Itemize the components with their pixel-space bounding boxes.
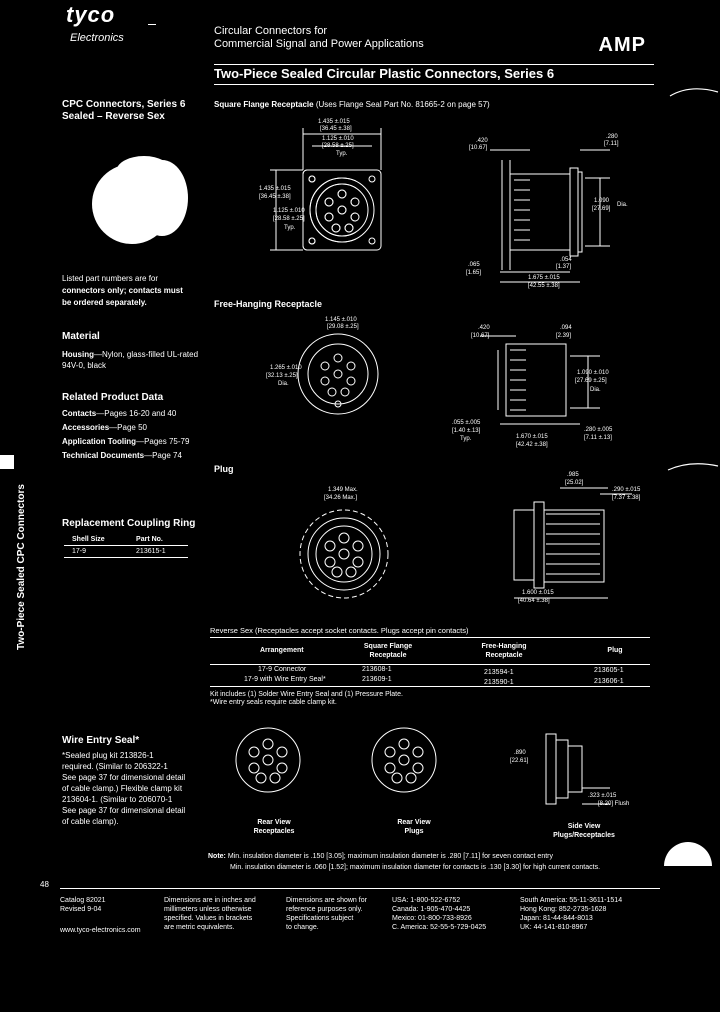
seal-heading: Wire Entry Seal* xyxy=(62,735,140,746)
sidebar-heading-1: CPC Connectors, Series 6 xyxy=(62,99,186,110)
related-heading: Related Product Data xyxy=(62,392,164,403)
edge-half-circle-icon xyxy=(656,820,720,880)
footer-ref-1: Dimensions are shown for xyxy=(286,897,367,904)
dim-w890-mm: [22.61] xyxy=(510,758,529,764)
parts-col-free: Free-Hanging Receptacle xyxy=(481,643,527,659)
dim-s280: .280 xyxy=(606,134,618,140)
housing-label: Housing xyxy=(62,350,94,359)
related-text: —Pages 16-20 and 40 xyxy=(96,409,177,418)
related-label: Contacts xyxy=(62,409,97,418)
square-flange-title: Square Flange Receptacle xyxy=(214,100,314,109)
seal-notes xyxy=(62,750,210,827)
dim-sq-width-mm: [36.45 ±.38] xyxy=(320,126,352,132)
rear-view-1-label-b: Receptacles xyxy=(253,828,295,835)
dim-f280-mm: [7.11 ±.13] xyxy=(584,435,612,441)
footer-ref-3: Specifications subject xyxy=(286,915,354,922)
square-flange-side-drawing xyxy=(470,140,640,290)
dim-p985: .985 xyxy=(567,472,579,478)
footer-ref-4: to change. xyxy=(286,924,319,931)
dim-sq-width: 1.435 ±.015 xyxy=(318,119,350,125)
section-tab xyxy=(0,455,14,469)
free-hanging-front-drawing xyxy=(294,330,384,420)
dim-f094-mm: [2.39] xyxy=(556,333,572,339)
dim-fdia: Dia. xyxy=(278,381,289,387)
dim-dia: Dia. xyxy=(617,202,628,208)
parts-row-1-arrangement: 17-9 Connector xyxy=(258,666,307,673)
parts-col-arrangement: Arrangement xyxy=(260,647,304,654)
contact-uk: UK: 44-141-810-8967 xyxy=(520,924,588,931)
seal-line: 213604-1. (Similar to 206070-1 xyxy=(62,795,173,804)
dim-s065-mm: [1.65] xyxy=(466,270,482,276)
dim-f420-mm: [10.67] xyxy=(471,333,490,339)
note-line-3: be ordered separately. xyxy=(62,298,147,307)
ring-col-part: Part No. xyxy=(128,534,188,546)
footer-dim-3: specified. Values in brackets xyxy=(164,915,253,922)
rear-view-receptacle-drawing xyxy=(232,724,304,796)
dim-w323: .323 ±.015 xyxy=(588,793,617,799)
edge-arc-icon xyxy=(660,78,720,118)
square-flange-note: (Uses Flange Seal Part No. 81665-2 on page 57) xyxy=(315,100,490,109)
contact-c-america: C. America: 52-55-5-729-0425 xyxy=(392,924,487,931)
parts-note-1: Kit includes (1) Solder Wire Entry Seal and (1) Pressure Plate. xyxy=(210,691,403,698)
footer-rule xyxy=(60,888,660,889)
contact-mexico: Mexico: 01-800-733-8926 xyxy=(392,915,472,922)
ring-col-size: Shell Size xyxy=(64,534,128,546)
dim-fdia-2: Dia. xyxy=(590,387,601,393)
dim-w323-mm: [8.20] Flush xyxy=(598,801,630,807)
parts-row-1-square: 213608-1 xyxy=(362,666,392,673)
dim-s1090-mm: [27.69] xyxy=(592,206,611,212)
dim-p1600: 1.600 ±.015 xyxy=(522,590,554,596)
rear-view-plug-drawing xyxy=(368,724,440,796)
seal-line: See page 37 for dimensional detail xyxy=(62,806,186,815)
seal-line: See page 37 for dimensional detail xyxy=(62,773,186,782)
dim-s1675-mm: [42.55 ±.38] xyxy=(528,283,560,289)
title-rule-bottom xyxy=(214,84,654,85)
rear-view-2-label-a: Rear View xyxy=(397,819,431,826)
plug-heading: Plug xyxy=(214,464,234,474)
dim-f1265: 1.265 ±.010 xyxy=(270,365,302,371)
parts-row-2-plug: 213606-1 xyxy=(594,678,624,685)
contact-s-america: South America: 55-11-3611-1514 xyxy=(520,897,623,904)
dim-f420: .420 xyxy=(478,325,490,331)
brand-logo: tyco xyxy=(66,2,116,27)
dim-f1145-mm: [29.08 ±.25] xyxy=(327,324,359,330)
vertical-section-label: Two-Piece Sealed CPC Connectors xyxy=(16,484,27,650)
dim-p1600-mm: [40.64 ±.38] xyxy=(518,598,550,604)
dim-s054: .054 xyxy=(560,257,572,263)
parts-row-1-plug: 213605-1 xyxy=(594,667,624,674)
footer-ref-2: reference purposes only. xyxy=(286,906,363,913)
brand-subtitle: Electronics xyxy=(70,32,124,44)
dim-s1675: 1.675 ±.015 xyxy=(528,275,560,281)
dim-typ-3: Typ. xyxy=(460,436,472,442)
dim-p1349: 1.349 Max. xyxy=(328,487,358,493)
plug-front-drawing xyxy=(294,500,394,610)
related-item xyxy=(62,422,147,433)
rear-view-1-label-a: Rear View xyxy=(257,819,291,826)
ring-table xyxy=(64,534,188,558)
parts-header-row xyxy=(210,641,650,663)
page-number: 48 xyxy=(40,880,49,889)
parts-note-2: *Wire entry seals require cable clamp kit. xyxy=(210,699,337,706)
dim-f055: .055 ±.005 xyxy=(452,420,481,426)
side-view-label-b: Plugs/Receptacles xyxy=(553,832,615,839)
dim-f1090: 1.090 ±.010 xyxy=(577,370,609,376)
brand-dash xyxy=(148,24,156,25)
dim-p290: .290 ±.015 xyxy=(612,487,641,493)
dim-s1090: 1.090 xyxy=(594,198,610,204)
sidebar-heading-2: Sealed – Reverse Sex xyxy=(62,111,165,122)
seal-line: required. (Similar to 206322-1 xyxy=(62,762,168,771)
dim-f280: .280 ±.005 xyxy=(584,427,613,433)
housing-line xyxy=(62,349,198,360)
related-item xyxy=(62,450,182,461)
related-item xyxy=(62,408,176,419)
parts-rule-bottom xyxy=(210,686,650,687)
dim-typ-2: Typ. xyxy=(284,225,296,231)
contact-hong-kong: Hong Kong: 852-2735-1628 xyxy=(520,906,607,913)
rear-view-2-label-b: Plugs xyxy=(404,828,424,835)
note-line-a xyxy=(208,852,553,861)
contact-usa: USA: 1-800-522-6752 xyxy=(392,897,461,904)
header-line-1: Circular Connectors for xyxy=(214,25,328,37)
note-text-1: Min. insulation diameter is .150 [3.05]; maximum insulation diameter is .280 [7.11] for seven contact entry xyxy=(227,853,553,860)
footer-dim-1: Dimensions are in inches and xyxy=(164,897,256,904)
dim-sq-bc-mm: [28.58 ±.25] xyxy=(322,143,354,149)
revised-date: Revised 9-04 xyxy=(60,906,102,913)
parts-caption: Reverse Sex (Receptacles accept socket contacts. Plugs accept pin contacts) xyxy=(210,626,469,635)
square-flange-heading xyxy=(214,100,490,109)
related-label: Application Tooling xyxy=(62,437,137,446)
parts-row-1-free: 213594-1 xyxy=(484,669,514,676)
seal-line: of cable clamp.) Flexible clamp kit xyxy=(62,784,183,793)
dim-s280-mm: [7.11] xyxy=(604,141,619,147)
note-label: Note: xyxy=(208,853,226,860)
contact-canada: Canada: 1-905-470-4425 xyxy=(392,906,471,913)
dim-p985-mm: [25.02] xyxy=(565,480,584,486)
dim-s054-mm: [1.37] xyxy=(556,264,572,270)
related-text: —Pages 75-79 xyxy=(136,437,190,446)
related-item xyxy=(62,436,189,447)
ring-part: 213615-1 xyxy=(128,546,188,558)
footer-dim-2: millimeters unless otherwise xyxy=(164,906,252,913)
parts-col-square: Square Flange Receptacle xyxy=(363,643,413,659)
dim-sq-bc: 1.125 ±.010 xyxy=(322,136,354,142)
seal-line: of cable clamp). xyxy=(62,817,119,826)
footer-dim-4: are metric equivalents. xyxy=(164,924,235,931)
parts-col-plug: Plug xyxy=(607,647,623,654)
dim-s420: .420 xyxy=(476,138,488,144)
dim-f1670-mm: [42.42 ±.38] xyxy=(516,442,548,448)
note-line-b: Min. insulation diameter is .060 [1.52]; maximum insulation diameter for contacts is .130 [3.30] for high current contacts. xyxy=(230,864,601,871)
catalog-number: Catalog 82021 xyxy=(60,897,106,904)
housing-text: —Nylon, glass-filled UL-rated xyxy=(94,350,199,359)
note-line-1: Listed part numbers are for xyxy=(62,274,159,283)
parts-row-2-free: 213590-1 xyxy=(484,679,514,686)
tab-spacer xyxy=(0,469,1,649)
dim-f1145: 1.145 ±.010 xyxy=(325,317,357,323)
title-rule xyxy=(214,64,654,65)
material-heading: Material xyxy=(62,331,100,342)
contact-japan: Japan: 81-44-844-8013 xyxy=(520,915,593,922)
dim-f094: .094 xyxy=(560,325,572,331)
dim-p290-mm: [7.37 ±.38] xyxy=(612,495,641,501)
ring-heading: Replacement Coupling Ring xyxy=(62,518,196,529)
dim-f1265-mm: [32.13 ±.25] xyxy=(266,373,298,379)
dim-f055-mm: [1.40 ±.13] xyxy=(452,428,481,434)
dim-sq-h2: 1.125 ±.010 xyxy=(273,208,305,214)
parts-row-2-arrangement: 17-9 with Wire Entry Seal* xyxy=(244,676,326,683)
header-line-2: Commercial Signal and Power Applications xyxy=(214,38,424,50)
dim-p1349-mm: [34.26 Max.] xyxy=(324,495,358,501)
dim-w890: .890 xyxy=(514,750,526,756)
dim-s420-mm: [10.67] xyxy=(469,145,488,151)
dim-s065: .065 xyxy=(468,262,480,268)
page-title: Two-Piece Sealed Circular Plastic Connectors, Series 6 xyxy=(214,66,555,81)
related-label: Technical Documents xyxy=(62,451,145,460)
dim-sq-h2-mm: [28.58 ±.25] xyxy=(273,216,305,222)
side-view-label-a: Side View xyxy=(567,823,601,830)
free-hanging-heading: Free-Hanging Receptacle xyxy=(214,299,323,309)
related-text: —Page 50 xyxy=(109,423,147,432)
amp-logo: AMP xyxy=(598,34,646,56)
seal-line: *Sealed plug kit 213826-1 xyxy=(62,751,154,760)
ring-size: 17-9 xyxy=(64,546,128,558)
related-text: —Page 74 xyxy=(144,451,182,460)
note-line-2: connectors only; contacts must xyxy=(62,286,183,295)
dim-f1090-mm: [27.69 ±.25] xyxy=(575,378,607,384)
edge-arc-icon-2 xyxy=(660,456,720,486)
parts-rule-top xyxy=(210,637,650,638)
connector-photo xyxy=(86,152,190,248)
parts-row-2-square: 213609-1 xyxy=(362,676,392,683)
dim-sq-height-mm: [36.45 ±.38] xyxy=(259,194,291,200)
website-link[interactable]: www.tyco-electronics.com xyxy=(60,927,141,934)
dim-typ: Typ. xyxy=(336,151,348,157)
related-label: Accessories xyxy=(62,423,110,432)
dim-sq-height: 1.435 ±.015 xyxy=(259,186,291,192)
dim-f1670: 1.670 ±.015 xyxy=(516,434,548,440)
housing-text-2: 94V-0, black xyxy=(62,361,107,370)
